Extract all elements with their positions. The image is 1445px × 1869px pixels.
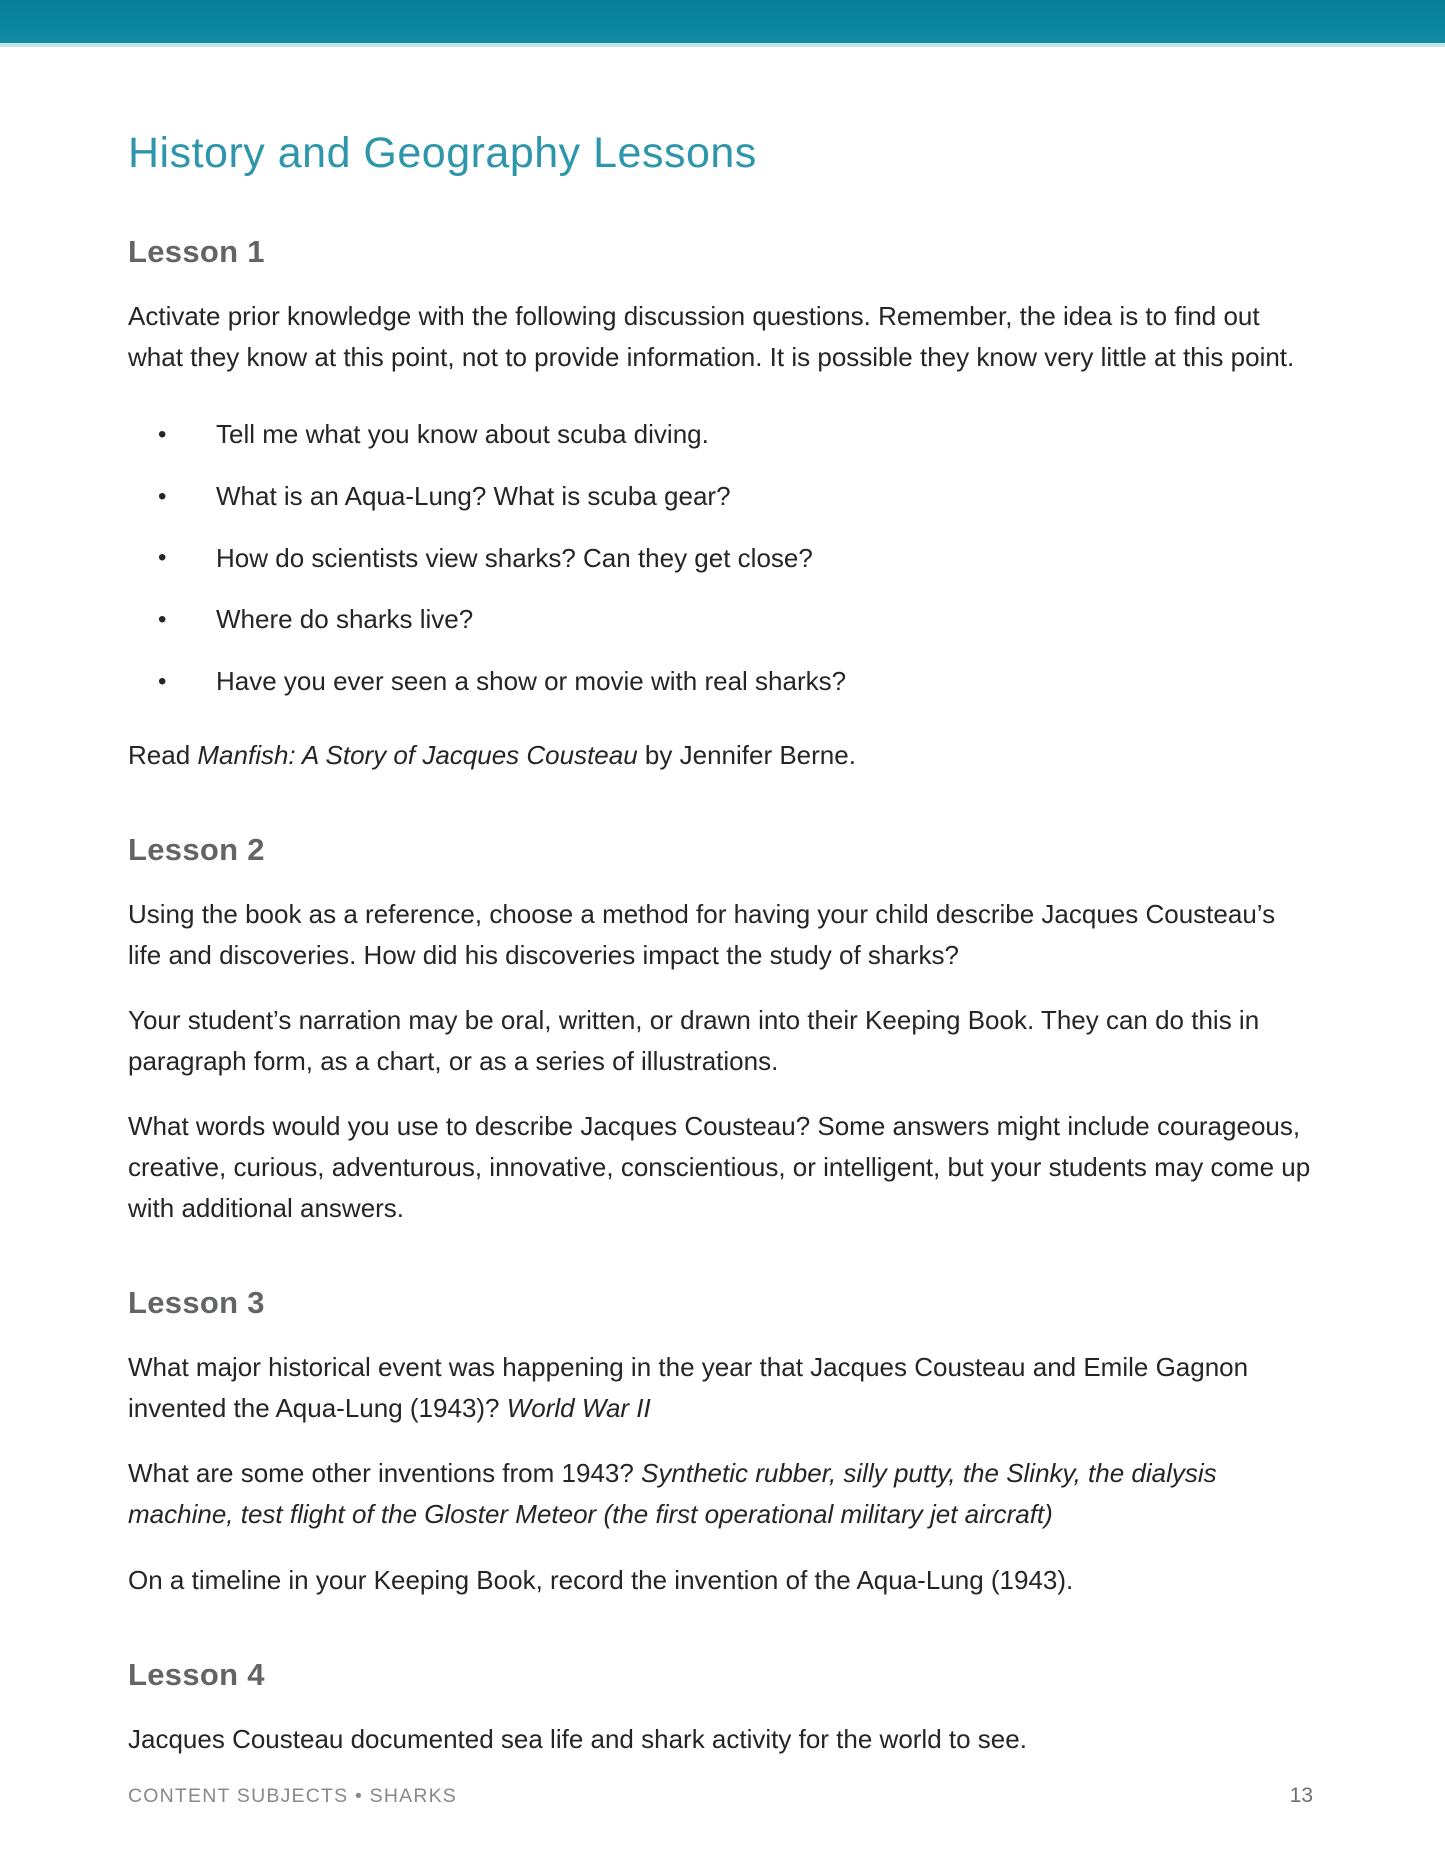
page-number: 13 <box>1289 1783 1313 1807</box>
page-title: History and Geography Lessons <box>128 129 757 177</box>
bullet-item <box>128 601 1313 639</box>
read-suffix: by Jennifer Berne. <box>637 739 856 770</box>
bullet-item <box>128 663 1313 701</box>
bullet-text: Where do sharks live? <box>216 604 474 635</box>
lesson-4-section <box>128 1657 1313 1760</box>
bullet-icon: • <box>158 421 167 449</box>
page-footer <box>0 1784 1445 1869</box>
bullet-item <box>128 478 1313 516</box>
bullet-icon: • <box>158 482 167 510</box>
lesson-3-section <box>128 1285 1313 1600</box>
answer-text: Synthetic rubber, silly putty, the Slinky, the dialysis machine, test flight of the Gloster Meteor (the first operational military jet aircraft) <box>128 1458 1217 1530</box>
discussion-questions-list <box>128 416 1313 700</box>
question-text: What are some other inventions from 1943? <box>128 1458 642 1489</box>
bullet-text: Have you ever seen a show or movie with real sharks? <box>216 665 847 696</box>
bullet-item <box>128 416 1313 454</box>
read-prefix: Read <box>128 739 198 770</box>
bullet-icon: • <box>158 544 167 572</box>
lesson-4-heading: Lesson 4 <box>128 1656 265 1692</box>
lesson-1-heading: Lesson 1 <box>128 234 265 269</box>
lesson-2-paragraph: Using the book as a reference, choose a method for having your child describe Jacques Cousteau’s life and discoveries. How did his discoveries impact the study of sharks? <box>128 898 1276 970</box>
bullet-item <box>128 540 1313 578</box>
bullet-icon: • <box>158 667 167 695</box>
bullet-text: How do scientists view sharks? Can they get close? <box>216 542 813 573</box>
read-assignment-line <box>128 735 1313 776</box>
footer-section-label: CONTENT SUBJECTS • SHARKS <box>128 1784 458 1807</box>
bullet-text: What is an Aqua-Lung? What is scuba gear? <box>216 480 731 511</box>
lesson-1-intro-paragraph: Activate prior knowledge with the following discussion questions. Remember, the idea is to find out what they know at this point, not to provide information. It is possible they know very little at this point. <box>128 301 1295 373</box>
lesson-3-question-1 <box>128 1347 1313 1429</box>
lesson-4-paragraph: Jacques Cousteau documented sea life and shark activity for the world to see. <box>128 1723 1027 1754</box>
lesson-3-heading: Lesson 3 <box>128 1285 265 1321</box>
lesson-3-closing-paragraph: On a timeline in your Keeping Book, record the invention of the Aqua-Lung (1943). <box>128 1564 1074 1595</box>
answer-text: World War II <box>506 1393 651 1424</box>
book-title: Manfish: A Story of Jacques Cousteau <box>197 739 638 770</box>
lesson-1-section <box>128 234 1313 776</box>
bullet-icon: • <box>158 606 167 634</box>
page-content <box>0 47 1445 1784</box>
question-text: What major historical event was happening in the year that Jacques Cousteau and Emile Gagnon invented the Aqua-Lung (1943)? <box>128 1352 1249 1424</box>
lesson-2-heading: Lesson 2 <box>128 831 265 867</box>
lesson-2-paragraph: Your student’s narration may be oral, written, or drawn into their Keeping Book. They can do this in paragraph form, as a chart, or as a series of illustrations. <box>128 1004 1260 1076</box>
lesson-2-section <box>128 832 1313 1230</box>
lesson-3-question-2 <box>128 1453 1313 1535</box>
header-accent-bar <box>0 0 1445 47</box>
lesson-2-paragraph: What words would you use to describe Jacques Cousteau? Some answers might include courageous, creative, curious, adventurous, innovative, conscientious, or intelligent, but your students may come up with additional answers. <box>128 1110 1311 1224</box>
bullet-text: Tell me what you know about scuba diving. <box>216 419 709 450</box>
